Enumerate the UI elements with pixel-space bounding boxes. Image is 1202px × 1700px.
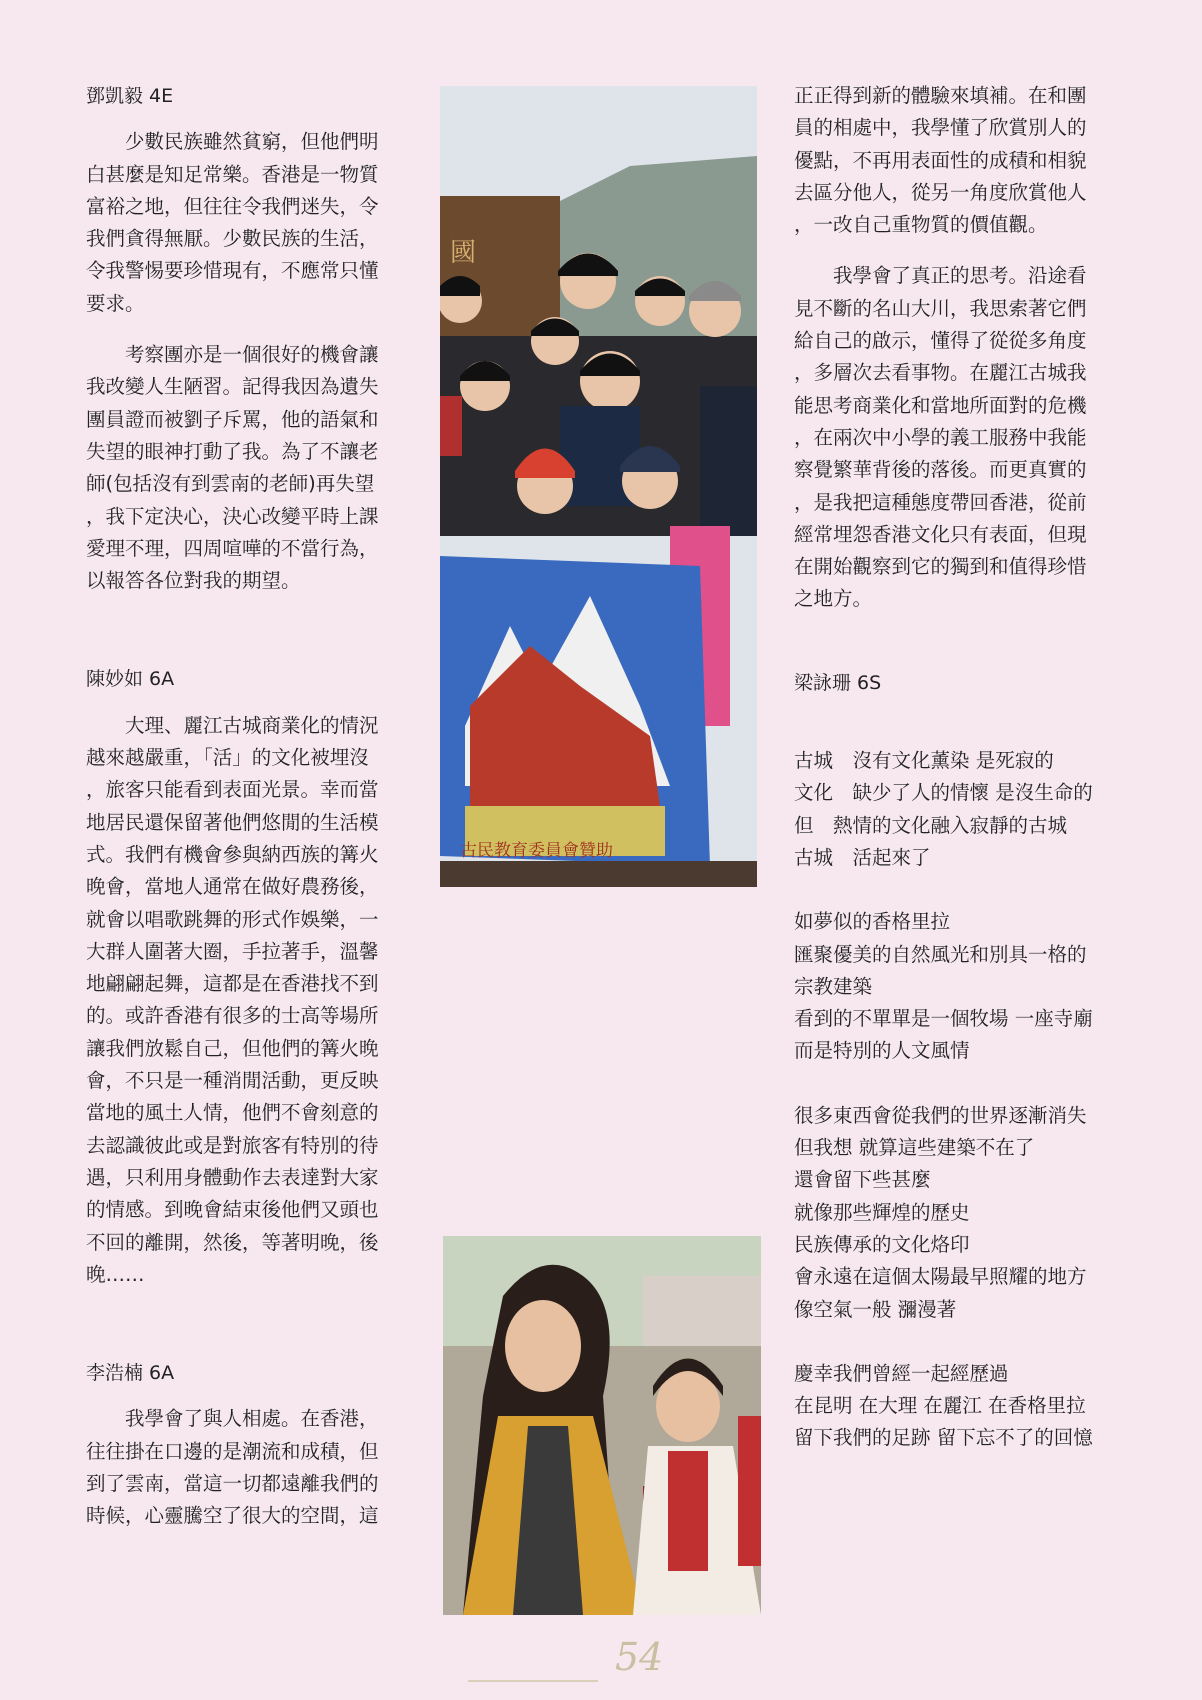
page-number-underline [468,1680,598,1682]
author-name: 梁詠珊 6S [794,671,882,694]
paragraph: 大理、麗江古城商業化的情況 越來越嚴重，「活」的文化被埋沒 ，旅客只能看到表面光景。幸而當 地居民還保留著他們悠閒的生活模 式。我們有機會參與納西族的篝火 晚會，當地人通常在做好農務後， 就會以唱歌跳舞的形式作娛樂，一 大群人圍著大圈，手拉著手，溫馨 地翩翩起舞，這都是在香港找不到 的。或許香港有很多的士高等場所 讓我們放鬆自己，但他們的篝火晚 會，不只是一種消閒活動，更反映 當地的風土人情，他們不會刻意的 去認識彼此或是對旅客有特別的待 遇，只利用身體動作去表達對大家 的情感。到晚會結束後他們又頭也 不回的離開，然後，等著明晚，後 晚…… [86,713,379,1286]
poem-stanza: 如夢似的香格里拉 匯聚優美的自然風光和別具一格的 宗教建築 看到的不單單是一個牧場 一座寺廟 而是特別的人文風情 [794,910,1093,1063]
author-name: 鄧凱毅 4E [86,85,174,107]
paragraph: 少數民族雖然貧窮，但他們明 白甚麼是知足常樂。香港是一物質 富裕之地，但往往令我們迷失，令 我們貪得無厭。少數民族的生活， 令我警惕要珍惜現有，不應常只懂 要求。 [86,130,379,315]
page-number: 54 [615,1635,664,1679]
banner-text: 古民教育委員會贊助 [460,841,613,861]
paragraph: 正正得到新的體驗來填補。在和團 員的相處中，我學懂了欣賞別人的 優點，不再用表面性的成積和相貌 去區分他人，從另一角度欣賞他人 ，一改自己重物質的價值觀。 [794,84,1087,237]
poem-stanza: 很多東西會從我們的世界逐漸消失 但我想 就算這些建築不在了 還會留下些甚麼 就像那些輝煌的歷史 民族傳承的文化烙印 會永遠在這個太陽最早照耀的地方 像空氣一般 瀰漫著 [794,1103,1087,1321]
right-column [794,80,1129,1455]
author-name: 李浩楠 6A [86,1362,175,1385]
left-column [86,80,411,1533]
paragraph: 我學會了真正的思考。沿途看 見不斷的名山大川，我思索著它們 給自己的啟示，懂得了從從多角度 ，多層次去看事物。在麗江古城我 能思考商業化和當地所面對的危機 ，在兩次中小學的義工服務中我能 察覺繁華背後的落後。而更真實的 ，是我把這種態度帶回香港，從前 經常埋怨香港文化只有表面，但現 在開始觀察到它的獨到和值得珍惜 之地方。 [794,264,1087,611]
sign-text: 國 [450,238,477,268]
paragraph: 我學會了與人相處。在香港， 往往掛在口邊的是潮流和成積，但 到了雲南，當這一切都遠離我們的 時候，心靈騰空了很大的空間，這 [86,1407,379,1528]
group-photo [440,86,757,887]
poem-stanza: 古城 沒有文化薰染 是死寂的 文化 缺少了人的情懷 是沒生命的 但 熱情的文化融入寂靜的古城 古城 活起來了 [794,749,1093,869]
poem-stanza: 慶幸我們曾經一起經歷過 在昆明 在大理 在麗江 在香格里拉 留下我們的足跡 留下忘不了的回憶 [794,1361,1093,1450]
author-name: 陳妙如 6A [86,668,175,691]
paragraph: 考察團亦是一個很好的機會讓 我改變人生陋習。記得我因為遺失 團員證而被劉子斥罵，他的語氣和 失望的眼神打動了我。為了不讓老 師(包括沒有到雲南的老師)再失望 ，我下定決心，決心改變平時上課 愛理不理，四周喧嘩的不當行為， 以報答各位對我的期望。 [86,343,379,593]
children-photo [443,1236,761,1615]
